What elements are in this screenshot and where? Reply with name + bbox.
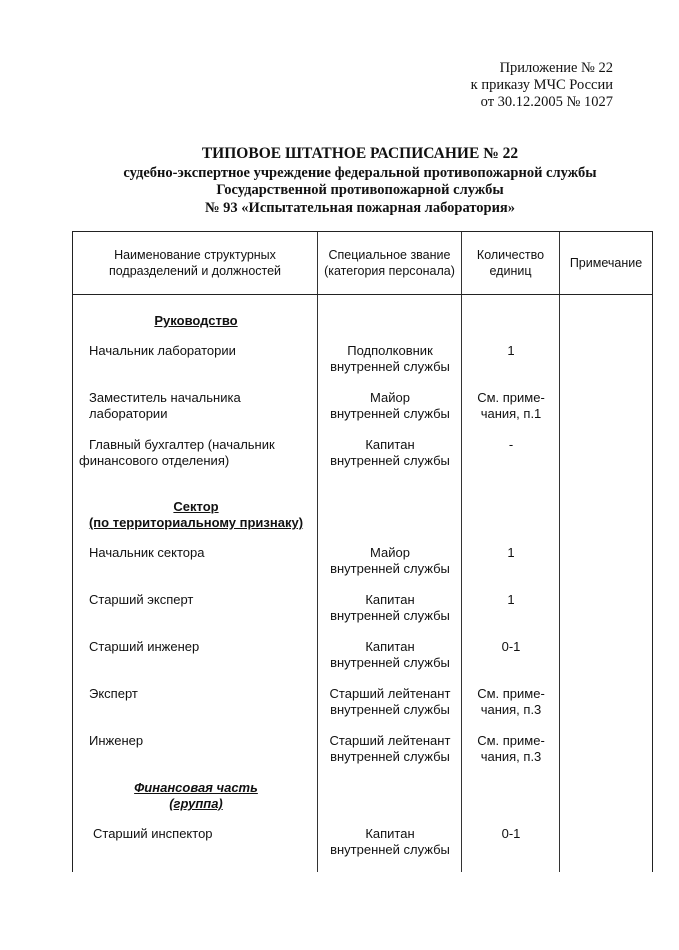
rank-line-2: внутренней службы [330,702,450,717]
qty-line-1: 0-1 [501,826,521,841]
qty-line-1: 0-1 [501,639,521,654]
rank-line-2: внутренней службы [330,842,450,857]
table-row-position: Старший инженер [89,639,200,654]
qty-line-2: чания, п.1 [480,406,542,421]
qty-line-2: чания, п.3 [480,702,542,717]
header-col-note-label: Примечание [569,256,643,270]
title-line-4: № 93 «Испытательная пожарная лаборатория» [204,199,516,216]
header-col-name-l1: Наименование структурных [114,248,276,262]
qty-line-1: 1 [507,592,515,607]
annex-line-2: к приказу МЧС России [470,77,613,93]
table-row-qty [463,343,559,359]
qty-line-1: 1 [507,545,515,560]
section-finance [73,780,319,812]
title-main: ТИПОВОЕ ШТАТНОЕ РАСПИСАНИЕ № 22 [201,145,519,162]
position-line-1: Главный бухгалтер (начальник [89,437,275,452]
qty-line-1: См. приме- [477,686,545,701]
table-row-rank [319,733,461,765]
header-col-rank-l1: Специальное звание [328,248,451,262]
title-line-2: судебно-экспертное учреждение федеральной противопожарной службы [123,164,597,181]
annex-line-3: от 30.12.2005 № 1027 [480,94,613,110]
header-col-rank [318,232,461,294]
header-col-qty-l1: Количество [476,248,545,262]
rank-line-2: внутренней службы [330,608,450,623]
table-row-qty [463,545,559,561]
section-finance-l1: Финансовая часть [134,780,258,795]
rank-line-1: Капитан [365,826,415,841]
table-row-qty [463,390,559,422]
section-management: Руководство [154,313,238,328]
col-divider-3 [559,232,560,872]
rank-line-2: внутренней службы [330,359,450,374]
qty-line-1: См. приме- [477,733,545,748]
qty-line-1: 1 [507,343,515,358]
header-col-note [560,232,652,294]
table-row-qty [463,826,559,842]
table-row-rank [319,686,461,718]
rank-line-1: Старший лейтенант [329,733,451,748]
qty-line-1: См. приме- [477,390,545,405]
rank-line-1: Майор [370,545,410,560]
table-row-qty [463,639,559,655]
section-sector-l1: Сектор [173,499,219,514]
header-col-name [73,232,317,294]
section-sector-l2: (по территориальному признаку) [88,515,304,530]
header-col-qty-l2: единиц [489,264,532,278]
header-col-qty [462,232,559,294]
section-sector [73,499,319,531]
section-finance-l2: (группа) [169,796,223,811]
table-row-qty [463,733,559,765]
table-row-rank [319,592,461,624]
qty-line-2: чания, п.3 [480,749,542,764]
rank-line-2: внутренней службы [330,655,450,670]
table-row-position [79,437,317,469]
table-row-rank [319,437,461,469]
annex-note [471,60,613,111]
header-divider [73,294,652,295]
rank-line-2: внутренней службы [330,561,450,576]
table-row-rank [319,390,461,422]
table-row-qty [463,686,559,718]
table-row-rank [319,343,461,375]
header-col-name-l2: подразделений и должностей [108,264,282,278]
table-row-rank [319,826,461,858]
col-divider-2 [461,232,462,872]
table-row-position: Начальник сектора [89,545,205,560]
table-row-position: Заместитель начальника лаборатории [89,390,241,421]
title-line-3: Государственной противопожарной службы [216,182,504,198]
table-row-position: Старший эксперт [89,592,194,607]
rank-line-1: Капитан [365,639,415,654]
table-row-position: Начальник лаборатории [89,343,236,358]
rank-line-2: внутренней службы [330,406,450,421]
staff-table [72,231,653,872]
annex-line-1: Приложение № 22 [499,60,613,76]
table-row-rank [319,545,461,577]
table-row-position: Инженер [89,733,144,748]
rank-line-1: Старший лейтенант [329,686,451,701]
rank-line-2: внутренней службы [330,749,450,764]
table-row-position: Эксперт [89,686,138,701]
document-title [60,145,660,217]
table-row-position: Старший инспектор [93,826,213,841]
table-row-rank [319,639,461,671]
rank-line-1: Майор [370,390,410,405]
table-row-qty [463,437,559,453]
rank-line-1: Подполковник [347,343,433,358]
rank-line-2: внутренней службы [330,453,450,468]
rank-line-1: Капитан [365,437,415,452]
header-col-rank-l2: (категория персонала) [324,264,455,278]
table-row-qty [463,592,559,608]
qty-line-1: - [508,437,514,452]
position-line-2: финансового отделения) [79,453,230,468]
rank-line-1: Капитан [365,592,415,607]
